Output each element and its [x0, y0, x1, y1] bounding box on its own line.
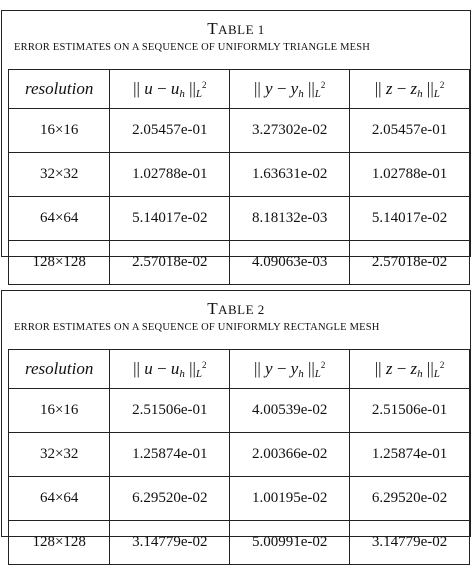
z-error-cell: 1.25874e-01 — [350, 433, 470, 477]
table-2-subtitle: ERROR ESTIMATES ON A SEQUENCE OF UNIFORMLY RECTANGLE MESH — [14, 322, 380, 333]
y-error-norm-header: || $y - y_h$ $||_L^2$ — [230, 350, 350, 389]
table-1-panel — [1, 10, 471, 270]
u-error-norm-header: || $u - u_h$ $||_L^2$ — [110, 350, 230, 389]
table-1-caption: TABLE 1 — [207, 19, 265, 38]
z-error-cell: 2.51506e-01 — [350, 389, 470, 433]
y-error-norm-header: || $y - y_h$ $||_L^2$ — [230, 70, 350, 109]
resolution-cell: 16×16 — [9, 389, 110, 433]
resolution-cell: 64×64 — [9, 197, 110, 241]
resolution-header: resolution — [9, 70, 110, 109]
resolution-cell: 32×32 — [9, 153, 110, 197]
table-row — [9, 477, 470, 521]
u-error-cell: 3.14779e-02 — [110, 521, 230, 565]
resolution-cell: 32×32 — [9, 433, 110, 477]
u-error-cell: 2.57018e-02 — [110, 241, 230, 285]
z-error-norm-header: || $z - z_h$ $||_L^2$ — [350, 70, 470, 109]
table-row — [9, 109, 470, 153]
table-row — [9, 241, 470, 285]
resolution-cell: 16×16 — [9, 109, 110, 153]
table-header-row — [9, 70, 470, 109]
y-error-cell: 8.18132e-03 — [230, 197, 350, 241]
table-2 — [8, 349, 470, 565]
u-error-cell: 2.05457e-01 — [110, 109, 230, 153]
z-error-cell: 2.05457e-01 — [350, 109, 470, 153]
y-error-cell: 2.00366e-02 — [230, 433, 350, 477]
z-error-cell: 5.14017e-02 — [350, 197, 470, 241]
table-row — [9, 521, 470, 565]
u-error-cell: 1.02788e-01 — [110, 153, 230, 197]
resolution-cell: 128×128 — [9, 241, 110, 285]
table-row — [9, 389, 470, 433]
u-error-cell: 2.51506e-01 — [110, 389, 230, 433]
y-error-cell: 1.00195e-02 — [230, 477, 350, 521]
table-row — [9, 153, 470, 197]
z-error-cell: 2.57018e-02 — [350, 241, 470, 285]
y-error-cell: 4.00539e-02 — [230, 389, 350, 433]
z-error-cell: 3.14779e-02 — [350, 521, 470, 565]
table-header-row — [9, 350, 470, 389]
z-error-norm-header: || $z - z_h$ $||_L^2$ — [350, 350, 470, 389]
u-error-cell: 6.29520e-02 — [110, 477, 230, 521]
z-error-cell: 6.29520e-02 — [350, 477, 470, 521]
y-error-cell: 4.09063e-03 — [230, 241, 350, 285]
resolution-cell: 64×64 — [9, 477, 110, 521]
y-error-cell: 5.00991e-02 — [230, 521, 350, 565]
u-error-cell: 1.25874e-01 — [110, 433, 230, 477]
u-error-norm-header: || $u - u_h$ $||_L^2$ — [110, 70, 230, 109]
table-row — [9, 197, 470, 241]
table-1-subtitle: ERROR ESTIMATES ON A SEQUENCE OF UNIFORMLY TRIANGLE MESH — [14, 42, 371, 53]
table-row — [9, 433, 470, 477]
resolution-header: resolution — [9, 350, 110, 389]
table-2-caption: TABLE 2 — [207, 299, 265, 318]
table-2-panel — [1, 290, 471, 550]
table-1 — [8, 69, 470, 285]
u-error-cell: 5.14017e-02 — [110, 197, 230, 241]
z-error-cell: 1.02788e-01 — [350, 153, 470, 197]
y-error-cell: 3.27302e-02 — [230, 109, 350, 153]
y-error-cell: 1.63631e-02 — [230, 153, 350, 197]
resolution-cell: 128×128 — [9, 521, 110, 565]
